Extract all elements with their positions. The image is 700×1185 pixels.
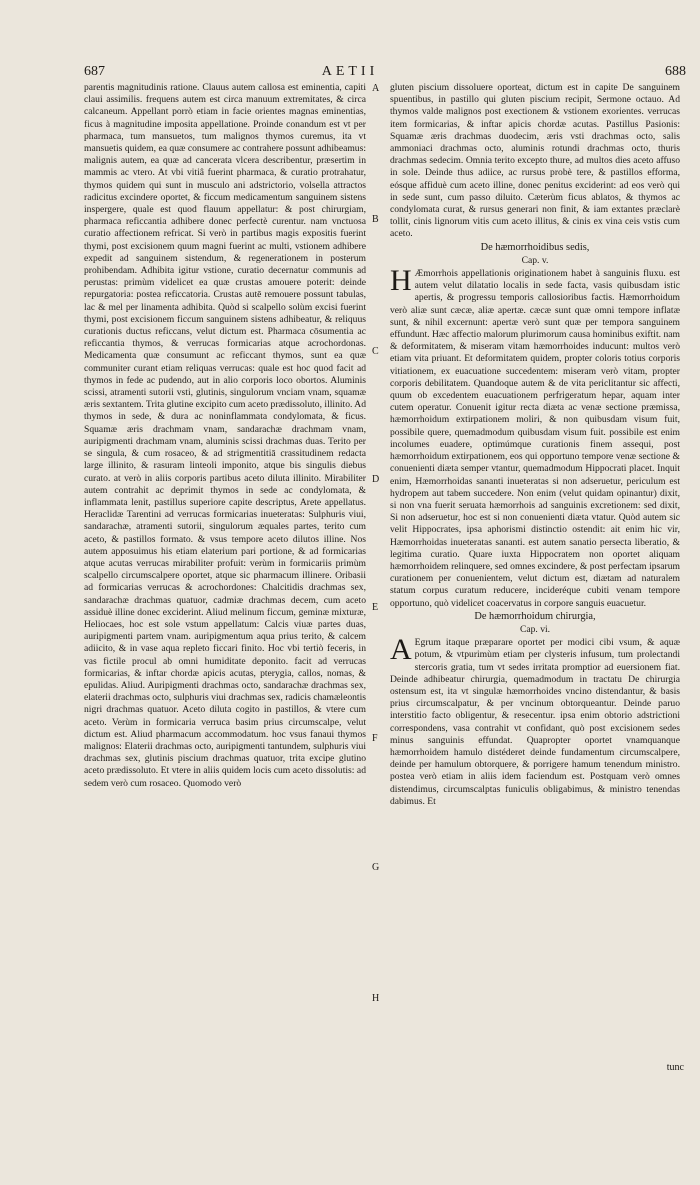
section-heading-1: De hæmorrhoidibus sedis, [480, 241, 590, 253]
margin-marker-e: E [372, 602, 379, 613]
right-intro-text: gluten piscium dissoluere oporteat, dictum est in capite De sanguinem spuentibus, in pastillo qui gluten piscium recipit, Sermone octauo. Ad thymos valde malignos post exectionem & vstionem exorientes. verrucas item formicarias, & inftar apicis chordæ acutas. Pastillus Pasionis: Squamæ æris drachmas duodecim, æris vsti drachmas octo, salis ammoniaci drachmas octo, aluminis rotundi drachmas octo, thuris drachmas sedecim. Omnia terito excepto thure, ad multos dies aceto affuso in sole. Deinde thus adiice, ac rursus probè tere, & pastillos efforma, eósque affiduè cum aceto illine, donec penitus exciderint: ad eos verò qui in sede sunt, cum passo diluito. Cæterùm ficus ablatos, & thymos ac condylomata curat, & rursus generari non finit, & iam extantes præclarè tollit, cinis lignorum vitis cum aceto illitus, & cinis ex vina ceis vstis cum aceto. [390, 82, 680, 240]
chapter-label-1: Cap. v. [521, 254, 549, 266]
margin-marker-f: F [372, 733, 378, 744]
section-1-text: Æmorrhois appellationis originationem habet à sanguinis fluxu. est autem velut dilatatio localis in sede facta, vasis quibusdam istic apertis, & progressu temporis callosioribus factis. Hæmorrhoidum verò aliæ sunt cæcæ, aliæ apertæ. cæcæ sunt quæ omni tempore inflatæ sunt, & nihil excernunt: apertæ verò sunt quæ per tempora sanguinem effundunt. Hæc affectio malorum plurimorum causa hominibus exiftit. nam & deformitatem, & miseram vitam hæmorrhoides inducunt: multos verò etiam vita priuant. Et deformitatem quidem, propter coloris totius corporis vitiationem, ex euacuatione succedentem: miseram verò vitam, propter corporis debilitatem. Quandoque autem & de vita periclitantur sic affecti, quum ob excedentem euacuationem perfrigeratum hepar, aquam inter cutem operatur. Conuenit igitur recta diæta ac venæ sectione præmissa, hæmorrhoidum extirpationem moliri, & non quibusdam visum fuit, possibile quere, quemadmodum quibusdam visum fuit. possibile est enim incolumes euadere, optimúmque curationis finem assequi, post hæmorrhoidum extirpationem, eos qui opportuno tempore venæ sectione & conuenienti diæta semper vtantur, quemadmodum Hippocrati placet. Inquit enim, Hæmorrhoidas sananti inueteratas si non adseruetur, periculum est hydropem aut tabem succedere. Non enim (velut quidam opinantur) dixit, si non vna fuerit seruata hæmorrhois ad sanguinis excretionem: sed dixit, Si non adseruetur, hoc est si non conuenienti diæta vtatur. Quòd autem sic velit Hippocrates, ipsa aphorismi distinctio ostendit: ait enim hic vir, Hæmorrhoidas inueteratas sananti. est autem sanatio persecta liberatio, & legitima curatio. Quare iuxta Hippocratem non oportet aliquam hæmorrhoidem relinquere, sed omnes excindere, & post perfectam ipsarum curationem per conuenientem, velut dictum est, diætam ad naturalem statum corpus curatum reducere, incideréque cubiti venam tempore opportuno, quò videlicet coacervatus in corpore sanguis euacuetur. [390, 268, 680, 609]
page-header [0, 64, 700, 84]
margin-marker-h: H [372, 993, 380, 1004]
section-2-text: Egrum itaque præparare oportet per modici cibi vsum, & aquæ potum, & vtpurimùm etiam per clysteris infusum, tum prolectandi stercoris gratia, tum vt sedes irritata promptior ad euersionem fiat. Deinde adhibeatur chirurgia, quemadmodum in tractatu De chirurgia ostensum est, ita vt singulæ hæmorrhoides vncino distendantur, & basis prius circumscalpatur, & per vncinum obtorqueantur. Deinde paruo interstitio facto obligentur, & resecentur. ipsa enim obtorio adstrictioni correspondens, vasa contrahit vt confidant, quò post excisionem sedes minus sanguinis effundat. Quapropter oportet vnamquanque hæmorrhoidem hamulo distéderet deinde fundamentum circumscalpere, deinde per hamulum obtorquere, & porrigere hamum tenendum ministro. postea verò etiam in aliis idem faciendum est. Postquam verò omnes distendimus, circumscalptas funiculis obligabimus, & ministro tenendas dabimus. Et [390, 637, 680, 807]
page-number-right: 688 [665, 64, 686, 79]
margin-marker-d: D [372, 474, 380, 485]
drop-cap-2: A [390, 633, 412, 667]
running-title: AETII [321, 64, 379, 79]
margin-marker-g: G [372, 862, 380, 873]
page-number-left: 687 [84, 64, 105, 79]
section-2-body [390, 633, 680, 808]
margin-marker-a: A [372, 83, 380, 94]
drop-cap-1: H [390, 264, 412, 298]
chapter-label-2: Cap. vi. [519, 623, 551, 635]
catchword: tunc [666, 1062, 684, 1073]
section-heading-2: De hæmorrhoidum chirurgia, [474, 610, 596, 622]
section-1-body [390, 264, 680, 610]
margin-marker-b: B [372, 214, 379, 225]
left-column [84, 82, 366, 1102]
right-column [390, 82, 680, 1102]
left-column-text: parentis magnitudinis ratione. Clauus autem callosa est eminentia, capiti claui assimilis. frequens autem est circa manuum extremitates, & circa calcaneum. Appellant porrò etiam in facie orientes magnas eminentias, ficus à magnitudine imposita appellatione. Proinde conandum est vt per pharmaca, tum mansuetos, tum malignos thymos curemus, ita vt mansuetis quidem, ea quæ consumere ac contrahere possunt adhibeamus: malignis autem, ea quæ ad cancerata vlcera describentur, præsertim in mammis ac vtero. At vbi vitiâ fuerint pharmaca, & curatio protrahatur, thymos quidem qui sunt in musculo ani adstrictorio, volsella attractos radicitus excindere oportet, & ficcum medicamentum sanguinem sistens inspergere, quale est quod flauum appellatur: & post chirurgiam, pharmaca reficcantia adhibere donec perfectè curentur. nam vnctuosa curatio affectionem refricat. Si verò in partibus magis expositis fuerint thymi, post excisionem quum magni fuerint ac multi, vstionem adhibere expedit ad sanguinem sistendum, & regenerationem in posterum prohibendam. Adhibita igitur vstione, curatio decernatur communis ad perustas: primùm videlicet ea quæ crustas amouere poterit: deinde repurgatoria: postea reficcatoria. Crustas autē remouere possunt tabulas, lac & mel per linamenta adhibita. Quòd si scalpello solùm excisi fuerint thymi, post excisionem ficcum sanguinem sistens adhibeatur, & reliquus curationis ductus reficcans, velut dictum est. Pharmaca cōsumentia ac reficcantia thymos, & verrucas formicarias atque acrochordonas. Medicamenta quæ consumunt ac reficcant thymos, sunt ea quæ communiter curant etiam reliquas verrucas: quale est hoc quod facit ad thymos in fede ac pudendo, aut in alio corporis loco obortos. Aluminis scissi, atramenti sutorii vsti, glutinis, singulorum vnciam vnam, squamæ æris sextantem. Trita glutine excipito cum aceto prædissoluto, illinito. Ad thymos in sede, & dura ac noninflammata condylomata, & ficus. Squamæ æris drachmam vnam, sandarachæ drachmam vnam, auripigmenti drachmam vnam, aluminis scissi drachmas duas. Terito per se singula, & cum rosaceo, & ad strigmentitiā crassitudinem redacta large illinito, & rasuram linteoli imponito, atque bis singulis diebus curato. at verò in aliis corporis partibus aceto diluta illinito. Mirabiliter autem contrahit ac deprimit thymos in sede ac condylomata, & inflammata lenit, pastillus superiore capite descriptus, Arete appellatus. Heraclidæ Tarentini ad verrucas formicarias inueteratas: Sulphuris viui, sandarachæ, atramenti sutorii, singulorum æquales partes, terito cum aceto, & pastillos formato. & vsus tempore aceto dilutos illine. Nos autem apposuimus his etiam elaterium pari portione, & ad formicarias atque acutas verrucas mirabiliter profuit: verùm in formicariis primùm scalpello circumscalpere oportet, atque sic pharmacum illinere. Oribasii ad formicarias verrucas & acrochordones: Chalcitidis drachmas sex, sandarachæ drachmas quatuor, cadmiæ drachmas decem, cum aceto assiduè illine donec exciderint. Aliud melinum ficcum, geminæ mixturæ, Heliocaes, hoc est sole vstum appellatum: Calcis viuæ partes duas, auripigmenti partem vnam. auripigmentum aqua prius terito, & calcem adiicito, & in vase aqua repleto ficcari finito. Hoc vbi tertiò feceris, in vas fictile procul ab omni humiditate deponito. facit ad verrucas formicarias, & inftar chordæ apicis acutas, pterygia, callos, nomas, & epulidas. Aliud. Auripigmenti drachmas octo, sandarachæ drachmas sex, elaterii drachmas octo, sulphuris viui drachmas sex, radicis chamæleontis nigri drachmas quatuor. Aceto diluta cogito in pastillos, & vtere cum aceto. Verùm in formicaria verruca basim prius circumscalpe, velut dictum est. Aliud pharmacum accommodatum. hoc vsus fanaui thymos malignos: Elaterii drachmas octo, auripigmenti tantundem, sulphuris viui drachmas sex, glutinis piscium drachmas quatuor, trita excipe glutino aceto prædissoluto. Et vtere in aliis quidem locis cum aceto dissolutis: ad sedem verò cum rosaceo. Quomodo verò [84, 82, 366, 789]
margin-marker-c: C [372, 346, 379, 357]
